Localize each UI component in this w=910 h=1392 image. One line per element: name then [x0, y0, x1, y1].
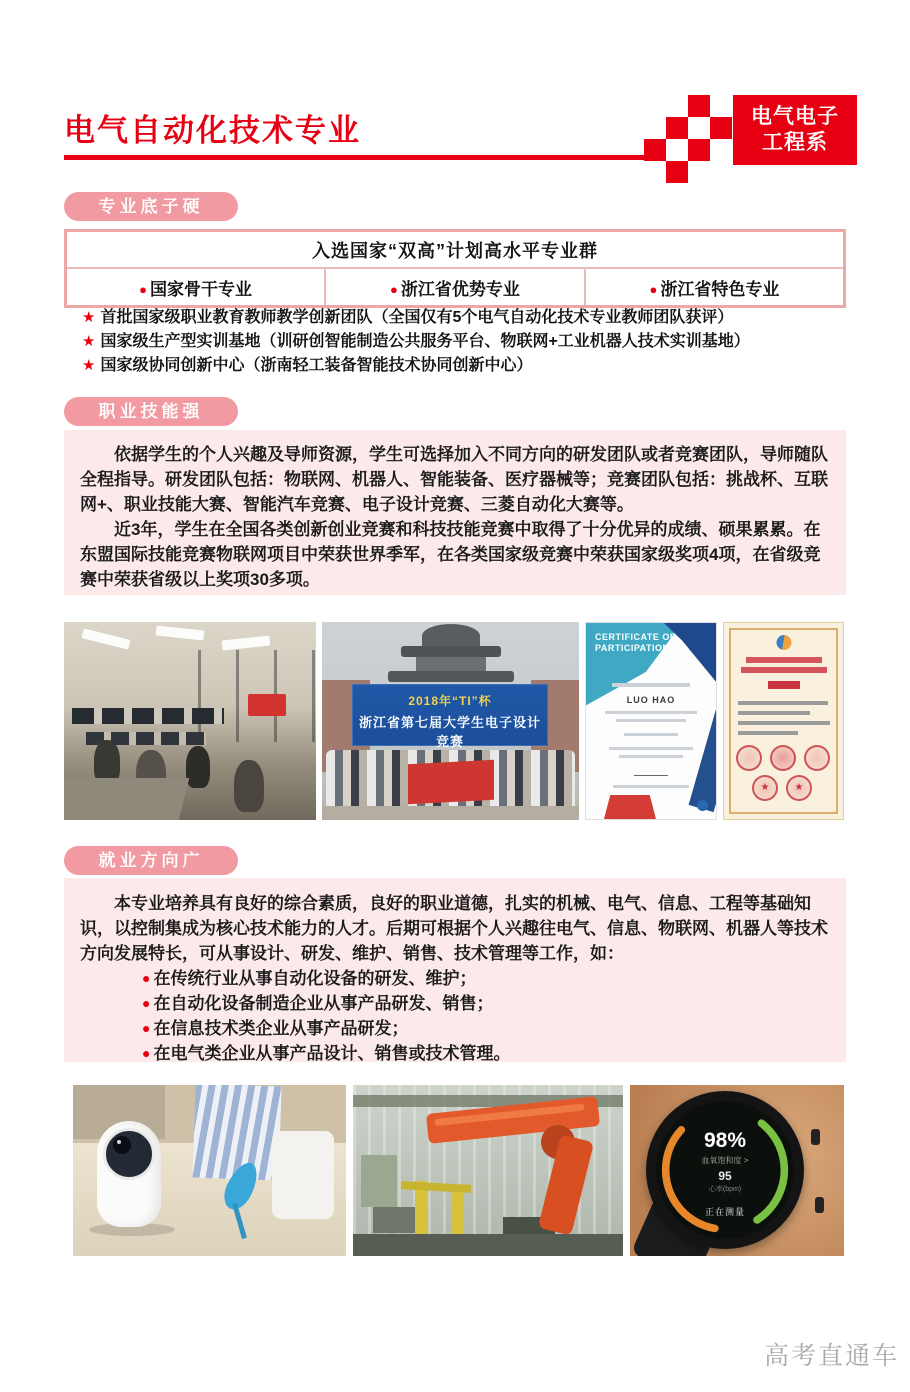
career-text-block — [64, 878, 846, 1062]
pagoda-building — [422, 624, 480, 648]
red-flag — [408, 760, 494, 805]
honors-table — [64, 229, 846, 308]
highlight-item — [82, 354, 842, 378]
body-text-line — [738, 731, 798, 735]
checker-square — [688, 139, 710, 161]
pagoda-roof — [401, 646, 501, 657]
honors-table-cell — [585, 268, 845, 307]
green-equipment — [361, 1155, 397, 1207]
honors-cell-label: 国家骨干专业 — [150, 279, 252, 299]
section-badge-skills: 职业技能强 — [64, 397, 238, 426]
career-bullet — [80, 966, 830, 991]
checker-square — [710, 117, 732, 139]
text-line — [609, 747, 693, 750]
highlight-text: 首批国家级职业教育教师教学创新团队（全国仅有5个电气自动化技术专业教师团队获评） — [100, 309, 734, 326]
red-dot-icon: ● — [649, 281, 658, 297]
heart-rate-value: 95 — [718, 1169, 732, 1183]
striped-books — [192, 1085, 281, 1180]
award-title-line — [768, 681, 800, 689]
department-badge — [733, 95, 857, 165]
red-dot-icon: ● — [142, 995, 151, 1011]
photo-certificate-chinese — [723, 622, 844, 820]
checker-square — [666, 161, 688, 183]
body-text-line — [738, 721, 830, 725]
red-dot-icon: ● — [142, 1020, 151, 1036]
career-bullet-text: 在电气类企业从事产品设计、销售或技术管理。 — [153, 1044, 511, 1063]
highlights-list — [82, 306, 842, 378]
honors-table-cell — [325, 268, 585, 307]
section-badge-career: 就业方向广 — [64, 846, 238, 875]
camera-lens — [113, 1136, 131, 1154]
watch-screen — [656, 1101, 794, 1239]
text-line — [616, 719, 686, 722]
honors-cell-label: 浙江省优势专业 — [400, 279, 520, 299]
red-dot-icon: ● — [139, 281, 147, 297]
career-bullet-text: 在自动化设备制造企业从事产品研发、销售； — [153, 994, 494, 1013]
skills-text-block — [64, 430, 846, 595]
pagoda-body — [416, 657, 486, 671]
red-dot-icon: ● — [390, 281, 398, 297]
machine-block — [373, 1207, 415, 1233]
red-dot-icon: ● — [142, 970, 151, 986]
camera-face — [103, 1128, 155, 1180]
pagoda-roof — [388, 671, 514, 682]
signature-line — [634, 775, 668, 776]
title-underline — [64, 155, 658, 160]
red-dot-icon: ● — [142, 1045, 151, 1061]
banner-line-2: 浙江省第七届大学生电子设计竞赛 — [358, 715, 541, 749]
fan-stem — [232, 1203, 247, 1239]
red-seal: ★ — [786, 775, 812, 801]
highlight-item — [82, 306, 842, 330]
logo-dot — [697, 800, 708, 811]
highlight-text: 国家级生产型实训基地（训研创智能制造公共服务平台、物联网+工业机器人技术实训基地） — [100, 333, 750, 350]
photo-smart-camera — [73, 1085, 346, 1256]
heart-rate-label: 心率(bpm) — [708, 1186, 742, 1193]
watermark: 高考直通车 — [764, 1342, 900, 1370]
photo-industrial-robot — [353, 1085, 623, 1256]
smart-camera-body — [97, 1121, 161, 1227]
photo-certificate-english — [585, 622, 717, 820]
star-icon: ★ — [82, 357, 96, 374]
spo2-label: 血氧饱和度 > — [701, 1156, 749, 1165]
certificate-logo — [776, 635, 791, 650]
photo-smartwatch — [630, 1085, 844, 1256]
ground — [322, 806, 579, 820]
red-seal: ★ — [752, 775, 778, 801]
spo2-percent: 98% — [703, 1129, 747, 1152]
red-seal — [770, 745, 796, 771]
honors-table-header: 入选国家“双高”计划高水平专业群 — [66, 231, 845, 269]
honors-table-cell — [66, 268, 326, 307]
section-badge-foundation: 专业底子硬 — [64, 192, 238, 221]
body-text-line — [738, 701, 828, 705]
skills-paragraph-1: 依据学生的个人兴趣及导师资源，学生可选择加入不同方向的研发团队或者竞赛团队，导师随队全程指导。研发团队包括：物联网、机器人、智能装备、医疗器械等；竞赛团队包括：挑战杯、互联网+、职业技能大赛、智能汽车竞赛、电子设计竞赛、三菱自动化大赛等。 — [80, 445, 828, 514]
white-canister — [272, 1131, 334, 1219]
watch-case — [646, 1091, 804, 1249]
honors-cell-label: 浙江省特色专业 — [660, 279, 780, 299]
career-bullet-text: 在传统行业从事自动化设备的研发、维护； — [153, 969, 477, 988]
factory-floor — [353, 1234, 623, 1256]
certificate-title: CERTIFICATE OF PARTICIPATION — [595, 632, 676, 653]
highlight-item — [82, 330, 842, 354]
ceiling-light — [222, 636, 271, 651]
red-ribbon — [604, 795, 656, 819]
red-text-line — [746, 657, 822, 663]
career-bullet-text: 在信息技术类企业从事产品研发； — [153, 1019, 409, 1038]
monitor-row — [72, 708, 224, 724]
highlight-text: 国家级协同创新中心（浙南轻工装备智能技术协同创新中心） — [100, 357, 533, 374]
person-silhouette — [234, 760, 264, 812]
text-line — [613, 785, 689, 788]
red-seal — [736, 745, 762, 771]
banner-line-1: 2018年“TI”杯 — [408, 694, 492, 708]
career-bullet — [80, 1016, 830, 1041]
desk — [64, 778, 189, 820]
red-seal — [804, 745, 830, 771]
text-line — [612, 683, 690, 687]
page-title: 电气自动化技术专业 — [64, 113, 361, 148]
ceiling-light — [156, 626, 205, 641]
department-badge-line1: 电气电子 — [751, 105, 839, 128]
person-silhouette — [186, 746, 210, 788]
star-icon: ★ — [82, 333, 96, 350]
photo-contest-group — [322, 622, 579, 820]
checker-square — [644, 139, 666, 161]
skills-paragraph-2: 近3年，学生在全国各类创新创业竞赛和科技技能竞赛中取得了十分优异的成绩、硕果累累。在东盟国际技能竞赛物联网项目中荣获世界季军，在各类国家级竞赛中荣获国家级奖项4项，在省级竞赛中荣获省级以上奖项30多项。 — [80, 520, 821, 589]
ceiling-light — [82, 628, 131, 649]
photo-row-competitions — [64, 622, 844, 820]
career-bullet — [80, 1041, 830, 1066]
red-text-line — [741, 667, 827, 673]
body-text-line — [738, 711, 810, 715]
checker-square — [688, 95, 710, 117]
checker-pattern-decoration — [644, 95, 734, 185]
checker-square — [666, 117, 688, 139]
department-badge-line2: 工程系 — [762, 131, 828, 154]
watch-button — [815, 1197, 824, 1213]
text-line — [619, 755, 683, 758]
certificate-name: LUO HAO — [626, 695, 676, 705]
red-sign — [248, 694, 286, 716]
text-line — [605, 711, 697, 714]
career-bullet — [80, 991, 830, 1016]
watch-button — [811, 1129, 820, 1145]
measuring-status: 正在测量 — [704, 1207, 745, 1217]
photo-lab-classroom — [64, 622, 316, 820]
career-intro: 本专业培养具有良好的综合素质，良好的职业道德，扎实的机械、电气、信息、工程等基础知识，以控制集成为核心技术能力的人才。后期可根据个人兴趣往电气、信息、物联网、机器人等技术方向发展特长，可从事设计、研发、维护、销售、技术管理等工作，如： — [80, 894, 828, 963]
photo-row-applications — [73, 1085, 844, 1256]
star-icon: ★ — [82, 309, 96, 326]
lens-glint — [117, 1140, 121, 1144]
contest-banner — [352, 684, 548, 749]
text-line — [624, 733, 678, 736]
